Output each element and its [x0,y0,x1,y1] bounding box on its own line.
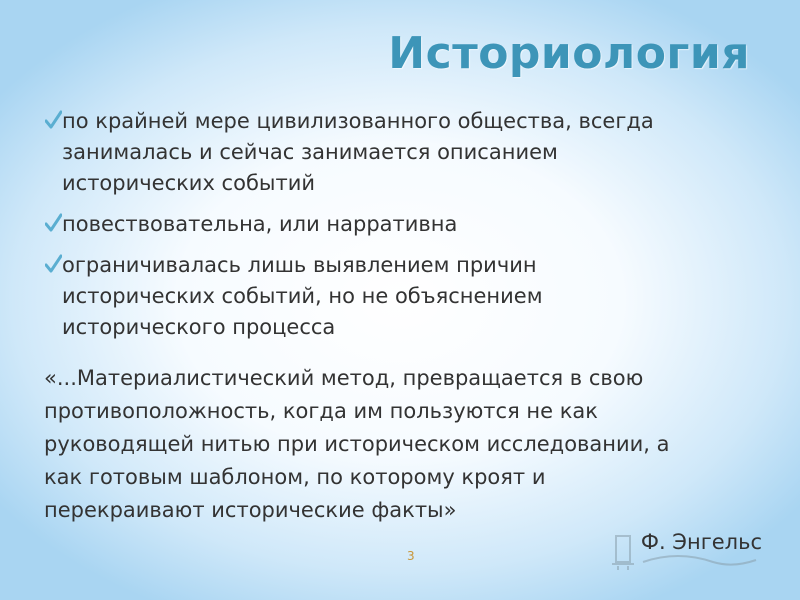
bullet-line: исторического процесса [62,315,336,339]
bullet-text [62,250,764,343]
bullet-line: исторических событий [62,171,316,195]
check-icon [45,213,62,233]
quote-line: «...Материалистический метод, превращается в свою [44,366,644,390]
page-number: 3 [407,549,415,563]
bullet-line: повествовательна, или нарративна [62,212,458,236]
bullet-list [44,106,764,353]
quote-line: как готовым шаблоном, по которому кроят и [44,465,546,489]
bullet-item [44,209,764,240]
quote-author: Ф. Энгельс [640,530,762,554]
quote-line: перекраивают исторические факты» [44,498,457,522]
bullet-line: исторических событий, но не объяснением [62,284,543,308]
bullet-text [62,106,764,199]
engels-quote [44,362,764,527]
bullet-line: ограничивалась лишь выявлением причин [62,253,537,277]
bullet-text [62,209,764,240]
quote-line: противоположность, когда им пользуются не как [44,399,598,423]
bullet-line: по крайней мере цивилизованного общества, всегда [62,109,654,133]
check-icon [45,254,62,274]
bullet-item [44,250,764,343]
slide-title: Историология [388,28,750,79]
bullet-item [44,106,764,199]
quote-line: руководящей нитью при историческом исследовании, а [44,432,670,456]
check-icon [45,110,62,130]
bullet-line: занималась и сейчас занимается описанием [62,140,558,164]
